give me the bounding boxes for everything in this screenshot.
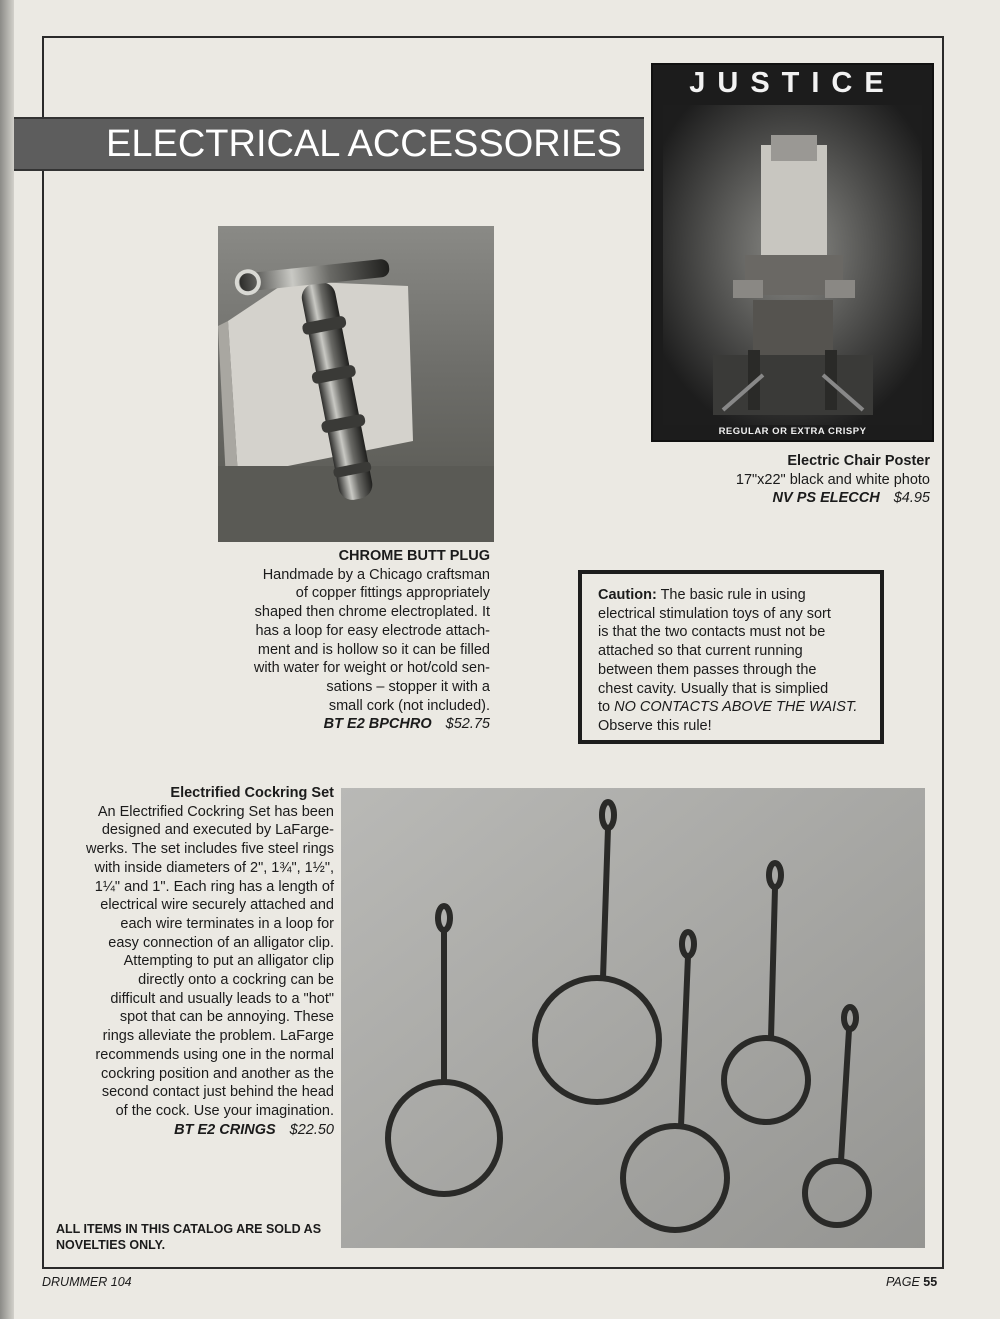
butt-plug-price-line	[196, 715, 490, 734]
cockring-line: second contact just behind the head	[101, 1084, 334, 1101]
caution-line-rest: The basic rule in using	[656, 587, 806, 603]
footer-page-value: 55	[923, 1275, 938, 1289]
cockring-line: designed and executed by LaFarge-	[101, 822, 334, 839]
poster-product-code: NV PS ELECCH	[772, 490, 880, 507]
novelty-notice	[56, 1221, 336, 1253]
cockring-product-name: Electrified Cockring Set	[170, 785, 334, 801]
butt-plug-line: shaped then chrome electroplated. It	[254, 604, 490, 621]
poster-price-line	[650, 489, 930, 508]
butt-plug-line: of copper fittings appropriately	[295, 585, 490, 602]
poster-description-block	[650, 452, 930, 508]
poster-justice-heading: JUSTICE	[689, 67, 896, 99]
cockring-product-code: BT E2 CRINGS	[174, 1121, 276, 1138]
cockring-line: with inside diameters of 2", 1¾", 1½",	[94, 859, 334, 876]
poster-photo-caption: REGULAR OR EXTRA CRISPY	[718, 426, 867, 437]
poster-product-description: 17"x22" black and white photo	[735, 471, 930, 488]
novelty-notice-line-2: NOVELTIES ONLY.	[56, 1238, 166, 1252]
butt-plug-line: with water for weight or hot/cold sen-	[253, 660, 490, 677]
caution-last-line: Observe this rule!	[598, 717, 712, 734]
butt-plug-description-block	[196, 547, 490, 734]
cockring-line: spot that can be annoying. These	[119, 1009, 334, 1026]
cockring-price: $22.50	[289, 1121, 334, 1138]
novelty-notice-line-1: ALL ITEMS IN THIS CATALOG ARE SOLD AS	[56, 1222, 322, 1236]
butt-plug-line: has a loop for easy electrode attach-	[255, 622, 490, 639]
cockring-line: Attempting to put an alligator clip	[123, 953, 334, 970]
cockring-line: of the cock. Use your imagination.	[115, 1102, 334, 1119]
butt-plug-line: sations – stopper it with a	[326, 678, 490, 695]
cockring-set-illustration	[341, 788, 925, 1248]
cockring-line: recommends using one in the normal	[95, 1046, 334, 1063]
section-title: ELECTRICAL ACCESSORIES	[106, 123, 622, 165]
cockring-line: An Electrified Cockring Set has been	[97, 803, 334, 820]
caution-line-prefix: to	[598, 699, 615, 716]
caution-line	[598, 586, 870, 605]
butt-plug-line: Handmade by a Chicago craftsman	[262, 566, 490, 583]
electric-chair-poster-photo	[651, 63, 934, 442]
cockring-line: each wire terminates in a loop for	[120, 915, 334, 932]
butt-plug-line: ment and is hollow so it can be filled	[257, 641, 490, 658]
footer-magazine-issue: DRUMMER 104	[42, 1275, 132, 1289]
caution-line: attached so that current running	[598, 643, 803, 660]
caution-line: chest cavity. Usually that is simplied	[598, 680, 829, 697]
cockring-line: difficult and usually leads to a "hot"	[110, 990, 334, 1007]
poster-price: $4.95	[893, 490, 930, 507]
cockring-price-line	[48, 1121, 334, 1140]
chrome-butt-plug-photo	[218, 226, 494, 542]
footer-page-label: PAGE	[886, 1275, 920, 1289]
caution-line: is that the two contacts must not be	[598, 624, 826, 641]
footer-page-number	[886, 1275, 937, 1289]
cockring-line: cockring position and another as the	[101, 1065, 334, 1082]
butt-plug-price: $52.75	[445, 716, 490, 733]
cockring-line: easy connection of an alligator clip.	[108, 934, 334, 951]
cockring-line: 1¼" and 1". Each ring has a length of	[94, 878, 334, 895]
caution-emphasis: NO CONTACTS ABOVE THE WAIST.	[614, 699, 858, 716]
caution-line	[598, 698, 870, 717]
cockring-set-photo	[341, 788, 925, 1248]
poster-product-name: Electric Chair Poster	[787, 453, 930, 469]
butt-plug-product-name: CHROME BUTT PLUG	[338, 548, 490, 564]
cockring-line: electrical wire securely attached and	[100, 897, 334, 914]
caution-notice-box	[578, 570, 884, 744]
butt-plug-line: small cork (not included).	[328, 697, 490, 714]
page-gutter-edge	[0, 0, 14, 1319]
section-banner	[14, 117, 644, 171]
caution-line: electrical stimulation toys of any sort	[598, 605, 831, 622]
caution-line: between them passes through the	[598, 661, 817, 678]
cockring-line: rings alleviate the problem. LaFarge	[102, 1028, 334, 1045]
butt-plug-product-code: BT E2 BPCHRO	[323, 716, 432, 733]
butt-plug-illustration	[218, 226, 494, 542]
caution-lead: Caution:	[598, 587, 657, 603]
cockring-line: directly onto a cockring can be	[138, 972, 334, 989]
cockring-description-block	[48, 784, 334, 1139]
cockring-line: werks. The set includes five steel rings	[86, 841, 334, 858]
electric-chair-illustration	[653, 65, 932, 440]
